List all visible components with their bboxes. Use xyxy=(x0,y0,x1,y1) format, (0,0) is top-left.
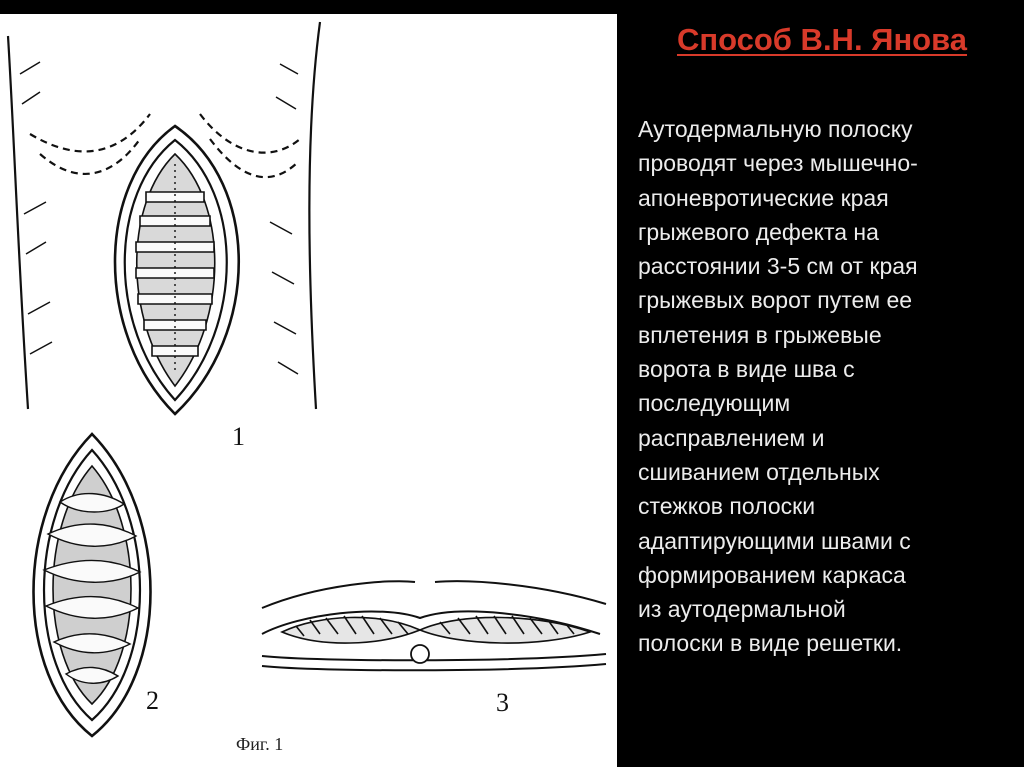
slide-body-text: Аутодермальную полоску проводят через мышечно- апоневротические края грыжевого дефекта на расстоянии 3-5 см от края грыжевых ворот путем ее вплетения в грыжевые ворота в виде шва с последующим расправлением и сшиванием отдельных стежков полоски адаптирующими швами с формированием каркаса из аутодермальной полоски в виде решетки. xyxy=(638,116,918,657)
figure-label-3: 3 xyxy=(496,688,509,717)
figure-caption: Фиг. 1 xyxy=(236,734,284,754)
figure-1-drawing xyxy=(8,22,320,414)
figure-2-drawing xyxy=(34,434,151,736)
figure-3-drawing xyxy=(262,581,606,670)
slide-title: Способ В.Н. Янова xyxy=(676,22,968,57)
figure-label-2: 2 xyxy=(146,686,159,715)
illustration-panel xyxy=(0,14,617,767)
figure-label-1: 1 xyxy=(232,422,245,451)
surgical-illustration xyxy=(0,14,617,767)
